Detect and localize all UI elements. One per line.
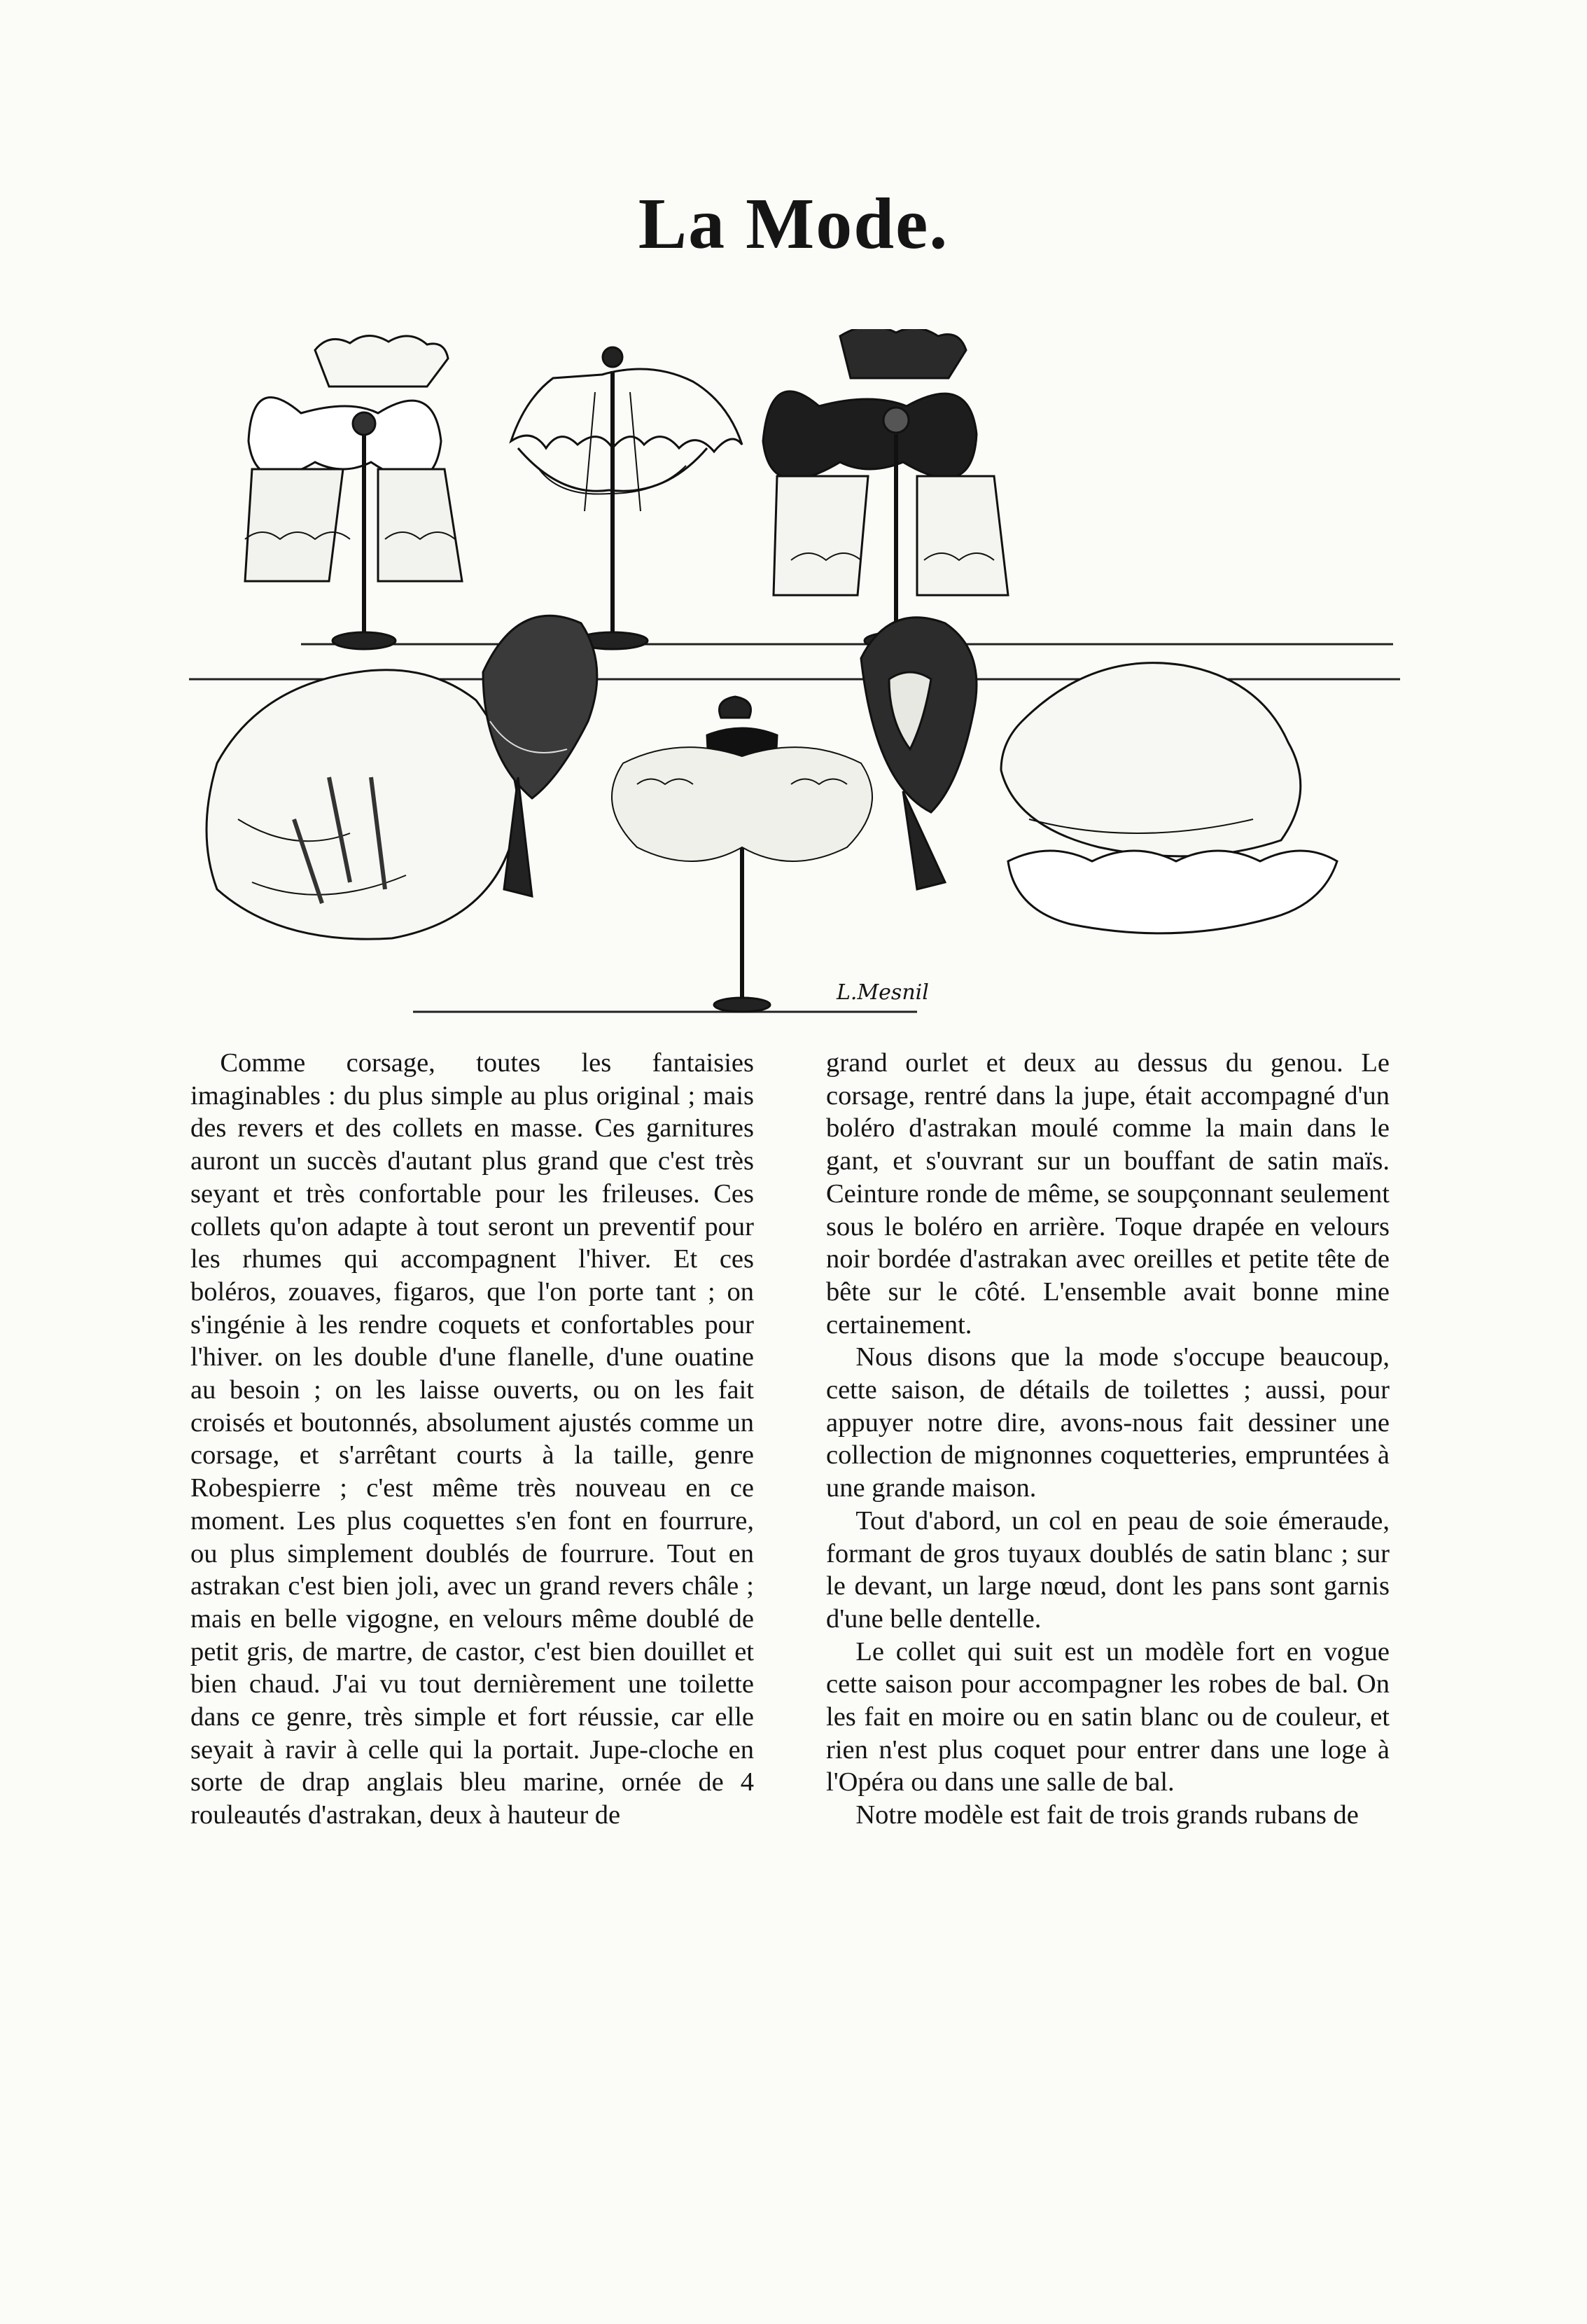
paragraph: Tout d'abord, un col en peau de soie émeraude, formant de gros tuyaux doublés de satin blanc ; sur le devant, un large nœud, dont les pans sont garnis d'une belle dentelle.: [826, 1505, 1390, 1634]
ruffled-collar-icon: [511, 347, 742, 649]
ruffled-collar-with-bow-icon: [245, 335, 462, 649]
fashion-accessories-illustration: [189, 329, 1400, 1029]
paragraph: Comme corsage, toutes les fantaisies imaginables : du plus simple au plus original ; mais des revers et des collets en masse. Ces garnitures auront un succès d'autant plus grand que c'est très seyant et très confortable pour les frileuses. Ces collets qu'on adapte à tout seront un preventif pour les rhumes qui accompagnent l'hiver. Et ces boléros, zouaves, figaros, que l'on porte tant ; on s'ingénie à les rendre coquets et confortables pour l'hiver. on les double d'une flanelle, d'une ouatine au besoin ; on les laisse ouverts, ou on les fait croisés et boutonnés, absolument ajustés comme un corsage, et s'arrêtant courts à la taille, genre Robespierre ; c'est même très nouveau en ce moment. Les plus coquettes s'en font en fourrure, ou plus simplement doublés de fourrure. Tout en astrakan c'est bien joli, avec un grand revers châle ; mais en belle vigogne, en velours même doublé de petit gris, de martre, de castor, c'est bien douillet et bien chaud. J'ai vu tout dernièrement une toilette dans ce genre, très simple et fort réussie, car elle seyait à ravir à celle qui la portait. Jupe-cloche en sorte de drap anglais bleu marine, ornée de 4 rouleautés d'astrakan, deux à hauteur de: [190, 1048, 754, 1830]
artist-signature: L.Mesnil: [837, 980, 929, 1005]
fur-collar-with-bow-icon: [763, 329, 1008, 649]
ruched-cape-icon: [207, 670, 518, 939]
text-column-left: [190, 1047, 754, 1832]
paragraph: Nous disons que la mode s'occupe beaucoup, cette saison, de détails de toilettes ; aussi, pour appuyer notre dire, avons-nous fait dessiner une collection de mignonnes coquetteries, empruntées à une grande maison.: [826, 1342, 1390, 1503]
paragraph: grand ourlet et deux au dessus du genou. Le corsage, rentré dans la jupe, était accompagné d'un boléro d'astrakan moulé comme la main dans le gant, et s'ouvrant sur un bouffant de satin maïs. Ceinture ronde de même, se soupçonnant seulement sous le boléro en arrière. Toque drapée en velours noir bordée d'astrakan avec oreilles et petite tête de bête sur le côté. L'ensemble avait bonne mine certainement.: [826, 1048, 1390, 1340]
embroidered-bolero-icon: [861, 618, 977, 889]
paragraph: Notre modèle est fait de trois grands rubans de: [855, 1800, 1359, 1830]
ruffled-cape-icon: [1001, 663, 1337, 933]
text-column-right: [826, 1047, 1390, 1832]
paragraph: Le collet qui suit est un modèle fort en vogue cette saison pour accompagner les robes de bal. On les fait en moire ou en satin blanc ou de couleur, et rien n'est plus coquet pour entrer dans une loge à l'Opéra ou dans une salle de bal.: [826, 1636, 1390, 1797]
lace-collar-icon: [612, 747, 872, 861]
page-title: La Mode.: [638, 183, 949, 264]
